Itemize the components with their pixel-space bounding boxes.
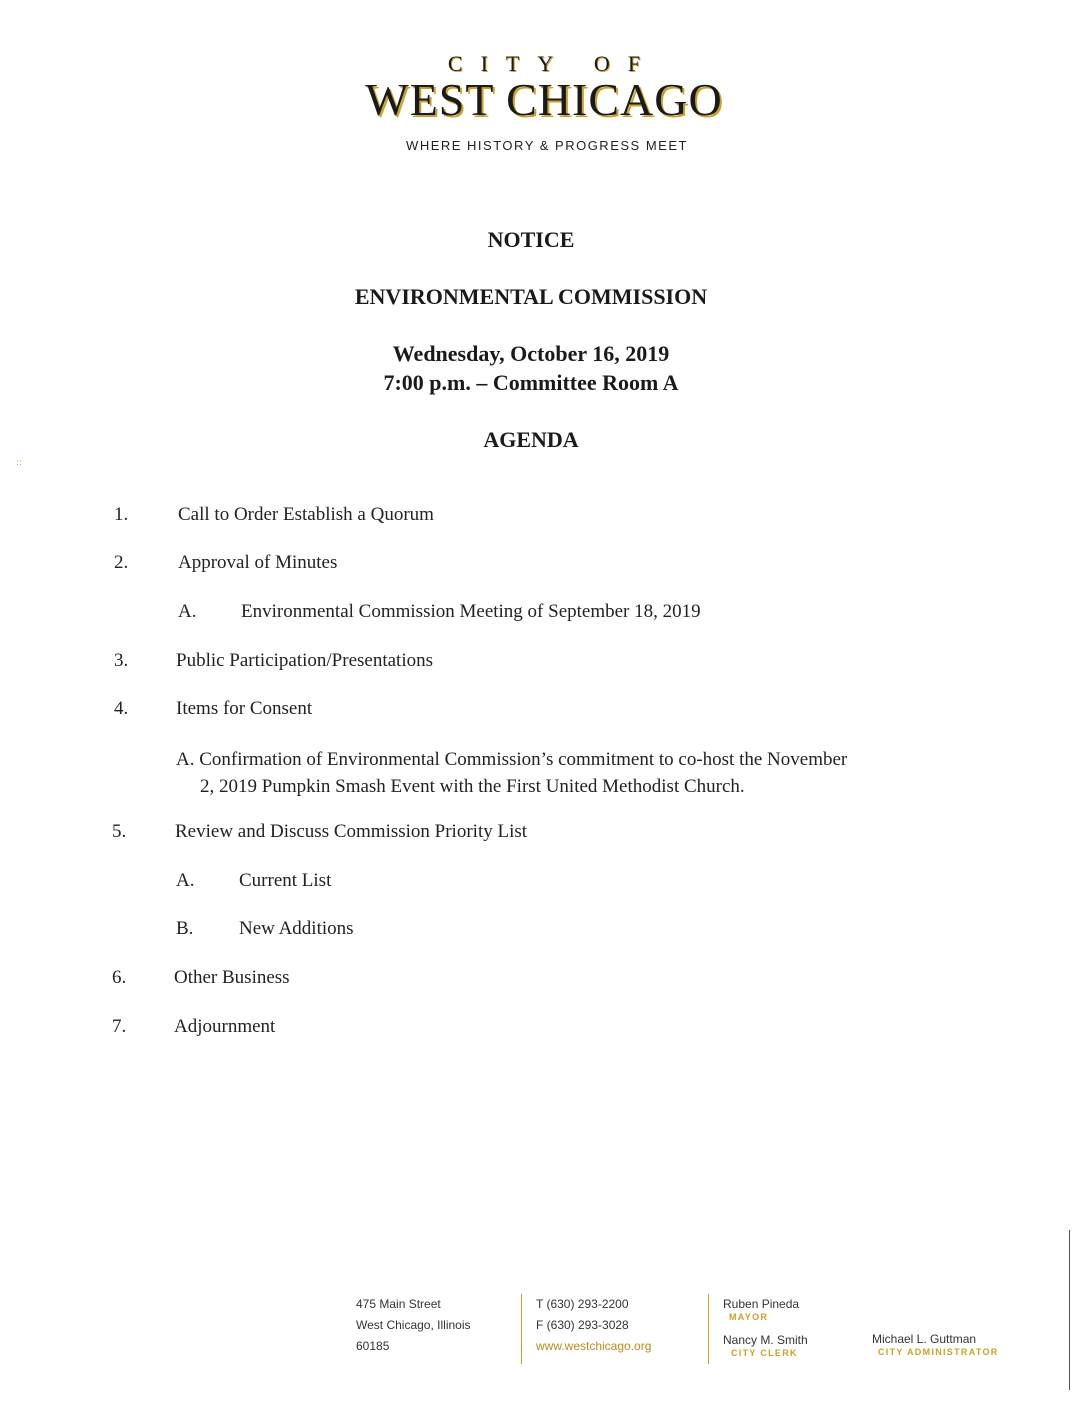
notice-title: NOTICE (487, 227, 575, 252)
agenda-item-4a (176, 746, 956, 800)
agenda-number: 2. (114, 552, 129, 573)
agenda-number: 6. (112, 967, 127, 988)
agenda-number: 5. (112, 821, 127, 842)
agenda-number: 3. (114, 650, 129, 671)
logo-tagline: WHERE HISTORY & PROGRESS MEET (406, 138, 688, 153)
footer-contact (536, 1294, 651, 1357)
agenda-text: Public Participation/Presentations (176, 650, 433, 671)
agenda-subtext: Environmental Commission Meeting of September 18, 2019 (241, 601, 701, 622)
admin-name: Michael L. Guttman (872, 1332, 977, 1346)
agenda-number: 4. (114, 698, 129, 719)
agenda-text: Call to Order Establish a Quorum (178, 504, 434, 525)
agenda-text: Approval of Minutes (178, 552, 338, 573)
footer-officials (723, 1294, 808, 1358)
scan-mark: :: (16, 458, 23, 468)
logo-city-name: WEST CHICAGO (365, 74, 723, 125)
agenda-subtext: New Additions (239, 918, 354, 939)
footer-divider (521, 1294, 522, 1364)
agenda-text: Other Business (174, 967, 290, 988)
website-link[interactable]: www.westchicago.org (536, 1339, 652, 1353)
meeting-time-place: 7:00 p.m. – Committee Room A (383, 370, 679, 395)
address-zip: 60185 (356, 1339, 390, 1353)
agenda-subtext: Current List (239, 870, 332, 891)
logo-city-of: CITY OF (447, 51, 659, 76)
footer-administrator (872, 1331, 999, 1357)
phone-number: T (630) 293-2200 (536, 1297, 629, 1311)
agenda-subtext-line1: A. Confirmation of Environmental Commission’s commitment to co-host the November (176, 749, 848, 770)
commission-title: ENVIRONMENTAL COMMISSION (354, 284, 708, 309)
agenda-subletter: A. (176, 870, 195, 891)
agenda-subtext-line2: 2, 2019 Pumpkin Smash Event with the First United Methodist Church. (200, 776, 745, 797)
mayor-role: MAYOR (729, 1312, 769, 1322)
letterhead-footer (0, 1294, 1088, 1374)
admin-role: CITY ADMINISTRATOR (878, 1347, 999, 1357)
agenda-text: Review and Discuss Commission Priority List (175, 821, 528, 842)
mayor-name: Ruben Pineda (723, 1297, 800, 1311)
city-logo (0, 52, 1088, 153)
clerk-role: CITY CLERK (731, 1348, 798, 1358)
agenda-text: Adjournment (174, 1016, 276, 1037)
address-city: West Chicago, Illinois (356, 1318, 471, 1332)
agenda-text: Items for Consent (176, 698, 313, 719)
scan-edge-line (1069, 1230, 1070, 1390)
agenda-title: AGENDA (483, 427, 579, 452)
footer-divider (708, 1294, 709, 1364)
address-street: 475 Main Street (356, 1297, 441, 1311)
agenda-subletter: A. (178, 601, 197, 622)
agenda-number: 7. (112, 1016, 127, 1037)
fax-number: F (630) 293-3028 (536, 1318, 629, 1332)
meeting-date: Wednesday, October 16, 2019 (392, 341, 670, 366)
footer-address (356, 1294, 471, 1357)
agenda-number: 1. (114, 504, 129, 525)
agenda-subletter: B. (176, 918, 194, 939)
clerk-name: Nancy M. Smith (723, 1333, 808, 1347)
